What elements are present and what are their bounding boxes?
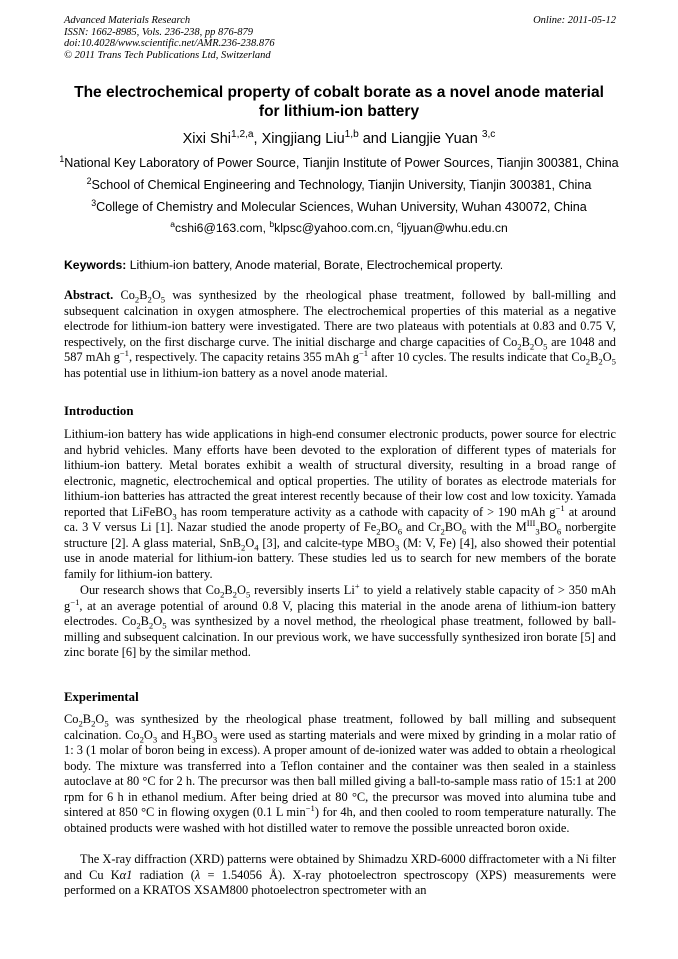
keywords-text: Lithium-ion battery, Anode material, Borate, Electrochemical property.	[129, 258, 504, 272]
formula-co2b2o5: $Co_2B_2O_5$	[120, 288, 166, 305]
formula-co2b2o5: $Co_2B_2O_5$	[571, 350, 616, 367]
introduction-paragraph-2: Our research shows that $Co_2B_2O_5$ reversibly inserts Li+ to yield a relatively stable capacity of > 350 mAh $g^{-1}$, at an average potential of around 0.8 V, placing this material in the anode arena of lithium-ion battery electrodes. $Co_2B_2O_5$ was synthesized by a novel method, the rheological phase treatment, followed by ball-milling and subsequent calcination. In our previous work, we have successfully synthesized iron borate [5] and zinc borate [6] by the similar method.	[64, 580, 616, 659]
formula-co2b2o5: $Co_2B_2O_5$	[64, 712, 109, 729]
abstract-paragraph	[64, 288, 616, 381]
issn-line: ISSN: 1662-8985, Vols. 236-238, pp 876-879	[64, 26, 253, 38]
introduction-paragraph-1: Lithium-ion battery has wide applications in high-end consumer electronic products, power source for electric and hybrid vehicles. Many efforts have been devoted to the exploration of different types of materials for lithium-ion battery. Metal borates exhibit a wealth of structural diversity, resulting in a broad range of electronic, magnetic, electrochemical and optical properties. The utility of borates as electrode materials for lithium-ion batteries has attracted the great interest recently because of their low cost and low toxicity. Yamada reported that LiFeBO$_3$ has room temperature activity as a cathode with capacity of > 190 mAh $g^{-1}$ at around ca. 3 V versus Li [1]. Nazar studied the anode property of $Fe_2BO_6$ and $Cr_2BO_6$ with the $M^{III}_3BO_6$ norbergite structure [2]. A glass material, $SnB_2O_4$ [3], and calcite-type $MBO_3$ (M: V, Fe) [4], also showed their potential use in anode material for lithium-ion battery. These studies led us to search for new members of the borate family for lithium-ion battery.	[64, 427, 616, 581]
author-separator: ,	[253, 131, 262, 147]
author-superscript: 1,2,a	[231, 129, 254, 141]
author-name: Xingjiang Liu	[261, 131, 345, 147]
superscript: −1	[358, 347, 369, 358]
email-separator: ,	[390, 221, 397, 235]
section-heading-experimental: Experimental	[64, 690, 139, 704]
author-list	[0, 131, 678, 147]
affiliation-1	[0, 153, 678, 170]
experimental-paragraph-2: The X-ray diffraction (XRD) patterns were obtained by Shimadzu XRD-6000 diffractometer with a Ni filter and Cu Kα1 radiation (λ = 1.54056 Å). X-ray photoelectron spectroscopy (XPS) measurements were performed on a KRATOS XSAM800 photoelectron spectrometer with an	[64, 852, 616, 897]
email-superscript: c	[396, 218, 402, 229]
abstract-text: was synthesized by the rheological phase treatment, followed by ball-milling and subsequent calcination in oxygen atmosphere. The electrochemical properties of this material as a negative electrode for lithium-ion battery were investigated. There are two plateaus with potentials at 0.83 and 0.75 V, respectively, on the first discharge curve. The initial discharge and charge capacities of	[64, 288, 616, 349]
affiliation-2	[0, 175, 678, 192]
section-heading-introduction: Introduction	[64, 404, 134, 418]
online-date: Online: 2011-05-12	[533, 15, 616, 26]
affiliation-text: National Key Laboratory of Power Source, Tianjin Institute of Power Sources, Tianjin 300381, China	[64, 156, 619, 170]
keywords-label: Keywords:	[64, 258, 127, 272]
journal-name: Advanced Materials Research	[64, 15, 191, 26]
email-address[interactable]: cshi6@163.com	[175, 221, 263, 235]
abstract-text: after 10 cycles. The results indicate that	[371, 350, 569, 364]
abstract-text: are 1048 and 587 mAh g	[64, 334, 616, 364]
email-superscript: b	[269, 218, 275, 229]
email-address[interactable]: ljyuan@whu.edu.cn	[401, 221, 508, 235]
abstract-text: has potential use in lithium-ion battery as a novel anode material.	[64, 365, 388, 380]
formula-co2b2o5: $Co_2B_2O_5$	[205, 583, 251, 600]
email-list	[0, 218, 678, 235]
experimental-paragraph-1: $Co_2B_2O_5$ was synthesized by the rheological phase treatment, followed by ball milling and subsequent calcination. $Co_2O_3$ and $H_3BO_3$ were used as starting materials and were mixed by grinding in a molar ratio of 1: 3 (1 molar of boron being in excess). A proper amount of de-ionized water was added to obtain a rheological body. The mixture was transferred into a Teflon container and the container was then sealed in a stainless autoclave at 80 °C for 2 h. The precursor was then ball milled giving a ball-to-sample mass ratio of 15:1 at 200 rpm for 6 h in ethanol medium. After being dried at 80 °C, the precursor was moved into alumina tube and sintered at 850 °C in flowing oxygen (0.1 L $\min^{-1}$) for 4h, and then cooled to room temperature naturally. The obtained products were washed with hot distilled water to remove the possible unreacted boron oxide.	[64, 712, 617, 835]
keywords	[64, 258, 616, 272]
author-separator: and	[358, 131, 391, 147]
affiliation-number: 1	[59, 153, 65, 164]
affiliation-text: School of Chemical Engineering and Technology, Tianjin University, Tianjin 300381, China	[91, 178, 592, 192]
affiliation-text: College of Chemistry and Molecular Sciences, Wuhan University, Wuhan 430072, China	[96, 200, 587, 214]
email-separator: ,	[262, 221, 270, 235]
affiliation-number: 3	[91, 197, 97, 208]
abstract-label: Abstract.	[64, 288, 114, 302]
affiliation-number: 2	[86, 175, 92, 186]
superscript: −1	[119, 347, 129, 358]
formula-co2b2o5: $Co_2B_2O_5$	[502, 334, 548, 351]
author-superscript: 3,c	[481, 129, 496, 141]
paper-title	[54, 83, 624, 121]
doi-line: doi:10.4028/www.scientific.net/AMR.236-238.876	[64, 38, 275, 49]
title-line-2: for lithium-ion battery	[258, 103, 420, 120]
title-line-1: The electrochemical property of cobalt borate as a novel anode material	[74, 84, 604, 101]
formula-co2b2o5: $Co_2B_2O_5$	[121, 614, 167, 631]
running-header	[64, 15, 616, 61]
affiliation-3	[0, 197, 678, 214]
copyright-line: © 2011 Trans Tech Publications Ltd, Switzerland	[64, 49, 271, 61]
email-superscript: a	[170, 218, 175, 229]
author-superscript: 1,b	[344, 129, 359, 141]
author-name: Xixi Shi	[182, 131, 231, 147]
abstract-text: , respectively. The capacity retains 355 mAh g	[129, 350, 359, 364]
author-name: Liangjie Yuan	[390, 131, 478, 147]
email-address[interactable]: klpsc@yahoo.com.cn	[274, 221, 391, 235]
